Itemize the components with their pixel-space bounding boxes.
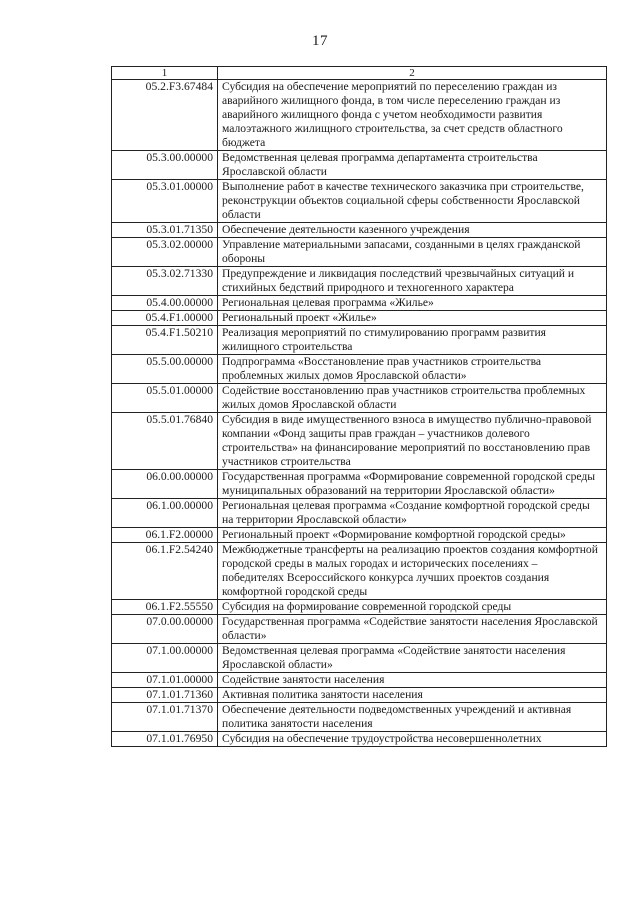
row-code: 05.5.01.76840 bbox=[112, 413, 218, 470]
row-name: Ведомственная целевая программа департамента строительства Ярославской области bbox=[218, 151, 607, 180]
row-name: Подпрограмма «Восстановление прав участников строительства проблемных жилых домов Ярославской области» bbox=[218, 355, 607, 384]
table-row bbox=[112, 384, 607, 413]
row-name: Субсидия на формирование современной городской среды bbox=[218, 600, 607, 615]
budget-classification-table bbox=[111, 66, 607, 747]
table-row bbox=[112, 703, 607, 732]
table-row bbox=[112, 267, 607, 296]
row-name: Субсидия на обеспечение трудоустройства несовершеннолетних bbox=[218, 732, 607, 747]
row-code: 05.5.00.00000 bbox=[112, 355, 218, 384]
row-code: 07.1.01.76950 bbox=[112, 732, 218, 747]
row-code: 07.1.01.71370 bbox=[112, 703, 218, 732]
row-code: 05.3.02.00000 bbox=[112, 238, 218, 267]
row-name: Ведомственная целевая программа «Содействие занятости населения Ярославской области» bbox=[218, 644, 607, 673]
row-name: Субсидия в виде имущественного взноса в имущество публично-правовой компании «Фонд защиты прав граждан – участников долевого строительства» на финансирование мероприятий по восстановлению прав участников строительства bbox=[218, 413, 607, 470]
row-code: 07.1.00.00000 bbox=[112, 644, 218, 673]
table-row bbox=[112, 673, 607, 688]
table-row bbox=[112, 528, 607, 543]
table-header-row bbox=[112, 67, 607, 80]
row-code: 06.1.F2.54240 bbox=[112, 543, 218, 600]
row-name: Межбюджетные трансферты на реализацию проектов создания комфортной городской среды в малых городах и исторических поселениях – победителях Всероссийского конкурса лучших проектов создания комфортной городской среды bbox=[218, 543, 607, 600]
column-header-name: 2 bbox=[218, 67, 607, 80]
row-name: Государственная программа «Содействие занятости населения Ярославской области» bbox=[218, 615, 607, 644]
row-code: 05.3.02.71330 bbox=[112, 267, 218, 296]
row-code: 05.3.01.00000 bbox=[112, 180, 218, 223]
row-code: 07.1.01.71360 bbox=[112, 688, 218, 703]
table-row bbox=[112, 326, 607, 355]
row-code: 05.4.F1.00000 bbox=[112, 311, 218, 326]
table-row bbox=[112, 355, 607, 384]
row-name: Содействие занятости населения bbox=[218, 673, 607, 688]
row-code: 05.5.01.00000 bbox=[112, 384, 218, 413]
row-code: 05.4.00.00000 bbox=[112, 296, 218, 311]
row-name: Управление материальными запасами, созданными в целях гражданской обороны bbox=[218, 238, 607, 267]
row-code: 05.4.F1.50210 bbox=[112, 326, 218, 355]
row-code: 06.0.00.00000 bbox=[112, 470, 218, 499]
row-code: 07.0.00.00000 bbox=[112, 615, 218, 644]
row-code: 07.1.01.00000 bbox=[112, 673, 218, 688]
row-name: Региональная целевая программа «Жилье» bbox=[218, 296, 607, 311]
column-header-code: 1 bbox=[112, 67, 218, 80]
row-code: 06.1.F2.00000 bbox=[112, 528, 218, 543]
row-name: Обеспечение деятельности подведомственных учреждений и активная политика занятости населения bbox=[218, 703, 607, 732]
table-row bbox=[112, 732, 607, 747]
row-code: 06.1.F2.55550 bbox=[112, 600, 218, 615]
row-name: Государственная программа «Формирование современной городской среды муниципальных образований на территории Ярославской области» bbox=[218, 470, 607, 499]
table-row bbox=[112, 238, 607, 267]
row-name: Содействие восстановлению прав участников строительства проблемных жилых домов Ярославской области bbox=[218, 384, 607, 413]
table-row bbox=[112, 644, 607, 673]
table-row bbox=[112, 543, 607, 600]
row-name: Активная политика занятости населения bbox=[218, 688, 607, 703]
row-code: 05.3.01.71350 bbox=[112, 223, 218, 238]
row-name: Предупреждение и ликвидация последствий чрезвычайных ситуаций и стихийных бедствий природного и техногенного характера bbox=[218, 267, 607, 296]
table-row bbox=[112, 80, 607, 151]
row-code: 05.3.00.00000 bbox=[112, 151, 218, 180]
row-code: 05.2.F3.67484 bbox=[112, 80, 218, 151]
row-name: Региональный проект «Формирование комфортной городской среды» bbox=[218, 528, 607, 543]
table-row bbox=[112, 413, 607, 470]
page-number: 17 bbox=[312, 33, 328, 49]
table-row bbox=[112, 223, 607, 238]
table-row bbox=[112, 600, 607, 615]
table-row bbox=[112, 499, 607, 528]
row-name: Субсидия на обеспечение мероприятий по переселению граждан из аварийного жилищного фонда, в том числе переселению граждан из аварийного жилищного фонда с учетом необходимости развития малоэтажного жилищного строительства, за счет средств областного бюджета bbox=[218, 80, 607, 151]
table-row bbox=[112, 615, 607, 644]
table-row bbox=[112, 296, 607, 311]
table-row bbox=[112, 311, 607, 326]
table-row bbox=[112, 151, 607, 180]
table-row bbox=[112, 470, 607, 499]
row-code: 06.1.00.00000 bbox=[112, 499, 218, 528]
table-row bbox=[112, 180, 607, 223]
row-name: Обеспечение деятельности казенного учреждения bbox=[218, 223, 607, 238]
row-name: Выполнение работ в качестве технического заказчика при строительстве, реконструкции объектов социальной сферы собственности Ярославской области bbox=[218, 180, 607, 223]
row-name: Региональный проект «Жилье» bbox=[218, 311, 607, 326]
row-name: Реализация мероприятий по стимулированию программ развития жилищного строительства bbox=[218, 326, 607, 355]
table-row bbox=[112, 688, 607, 703]
row-name: Региональная целевая программа «Создание комфортной городской среды на территории Ярославской области» bbox=[218, 499, 607, 528]
